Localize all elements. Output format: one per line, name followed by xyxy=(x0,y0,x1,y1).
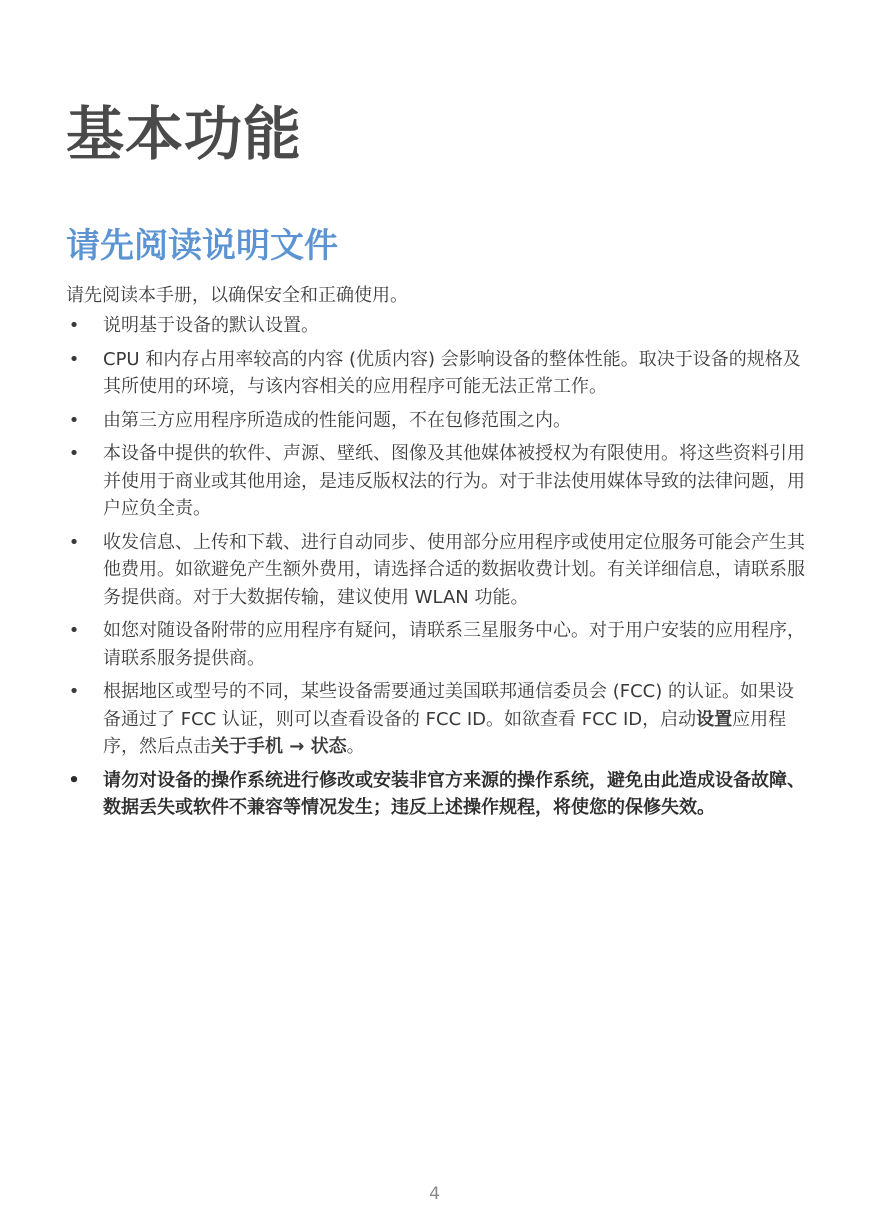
list-item-fcc xyxy=(66,678,806,761)
list-item-text: CPU 和内存占用率较高的内容 (优质内容) 会影响设备的整体性能。取决于设备的规格及其所使用的环境，与该内容相关的应用程序可能无法正常工作。 xyxy=(103,348,801,397)
fcc-text-after: 。 xyxy=(346,736,365,757)
bullet-icon: • xyxy=(68,769,80,791)
bullet-icon: • xyxy=(68,620,80,641)
list-item-text: 说明基于设备的默认设置。 xyxy=(103,315,319,336)
status-label: 状态 xyxy=(310,736,347,757)
about-phone-label: 关于手机 xyxy=(211,736,283,757)
page-number: 4 xyxy=(429,1184,440,1204)
list-item-text: 如您对随设备附带的应用程序有疑问，请联系三星服务中心。对于用户安装的应用程序，请联系服务提供商。 xyxy=(103,620,805,669)
bullet-icon: • xyxy=(68,681,80,702)
list-item-text: 收发信息、上传和下载、进行自动同步、使用部分应用程序或使用定位服务可能会产生其他费用。如欲避免产生额外费用，请选择合适的数据收费计划。有关详细信息，请联系服务提供商。对于大数据传输，建议使用 WLAN 功能。 xyxy=(103,531,805,608)
list-item-text: 由第三方应用程序所造成的性能问题，不在包修范围之内。 xyxy=(103,409,571,431)
list-item-warning xyxy=(66,767,806,822)
settings-app-label: 设置 xyxy=(696,708,733,730)
section-heading: 请先阅读说明文件 xyxy=(66,226,338,266)
list-item xyxy=(66,346,806,401)
bullet-icon: • xyxy=(68,531,80,553)
bullet-icon: • xyxy=(68,443,80,464)
bullet-icon: • xyxy=(68,409,80,431)
arrow-right-icon: → xyxy=(283,736,311,757)
bullet-icon: • xyxy=(68,348,80,370)
intro-paragraph: 请先阅读本手册，以确保安全和正确使用。 xyxy=(66,285,408,306)
list-item xyxy=(66,617,806,672)
list-item-text: 本设备中提供的软件、声源、壁纸、图像及其他媒体被授权为有限使用。将这些资料引用并使用于商业或其他用途，是违反版权法的行为。对于非法使用媒体导致的法律问题，用户应负全责。 xyxy=(103,443,805,519)
page-title: 基本功能 xyxy=(66,100,303,168)
list-item xyxy=(66,529,806,612)
list-item xyxy=(66,407,806,435)
list-item xyxy=(66,312,806,340)
notice-list xyxy=(66,312,806,828)
bullet-icon: • xyxy=(68,315,80,336)
fcc-text-before: 根据地区或型号的不同，某些设备需要通过美国联邦通信委员会 (FCC) 的认证。如果设备通过了 FCC 认证，则可以查看设备的 FCC ID。如欲查看 FCC ID，启动 xyxy=(103,681,794,730)
warning-text: 请勿对设备的操作系统进行修改或安装非官方来源的操作系统，避免由此造成设备故障、数据丢失或软件不兼容等情况发生；违反上述操作规程，将使您的保修失效。 xyxy=(103,769,805,818)
list-item xyxy=(66,440,806,523)
fcc-text-middle: 应用程序，然后点击 xyxy=(103,708,787,757)
